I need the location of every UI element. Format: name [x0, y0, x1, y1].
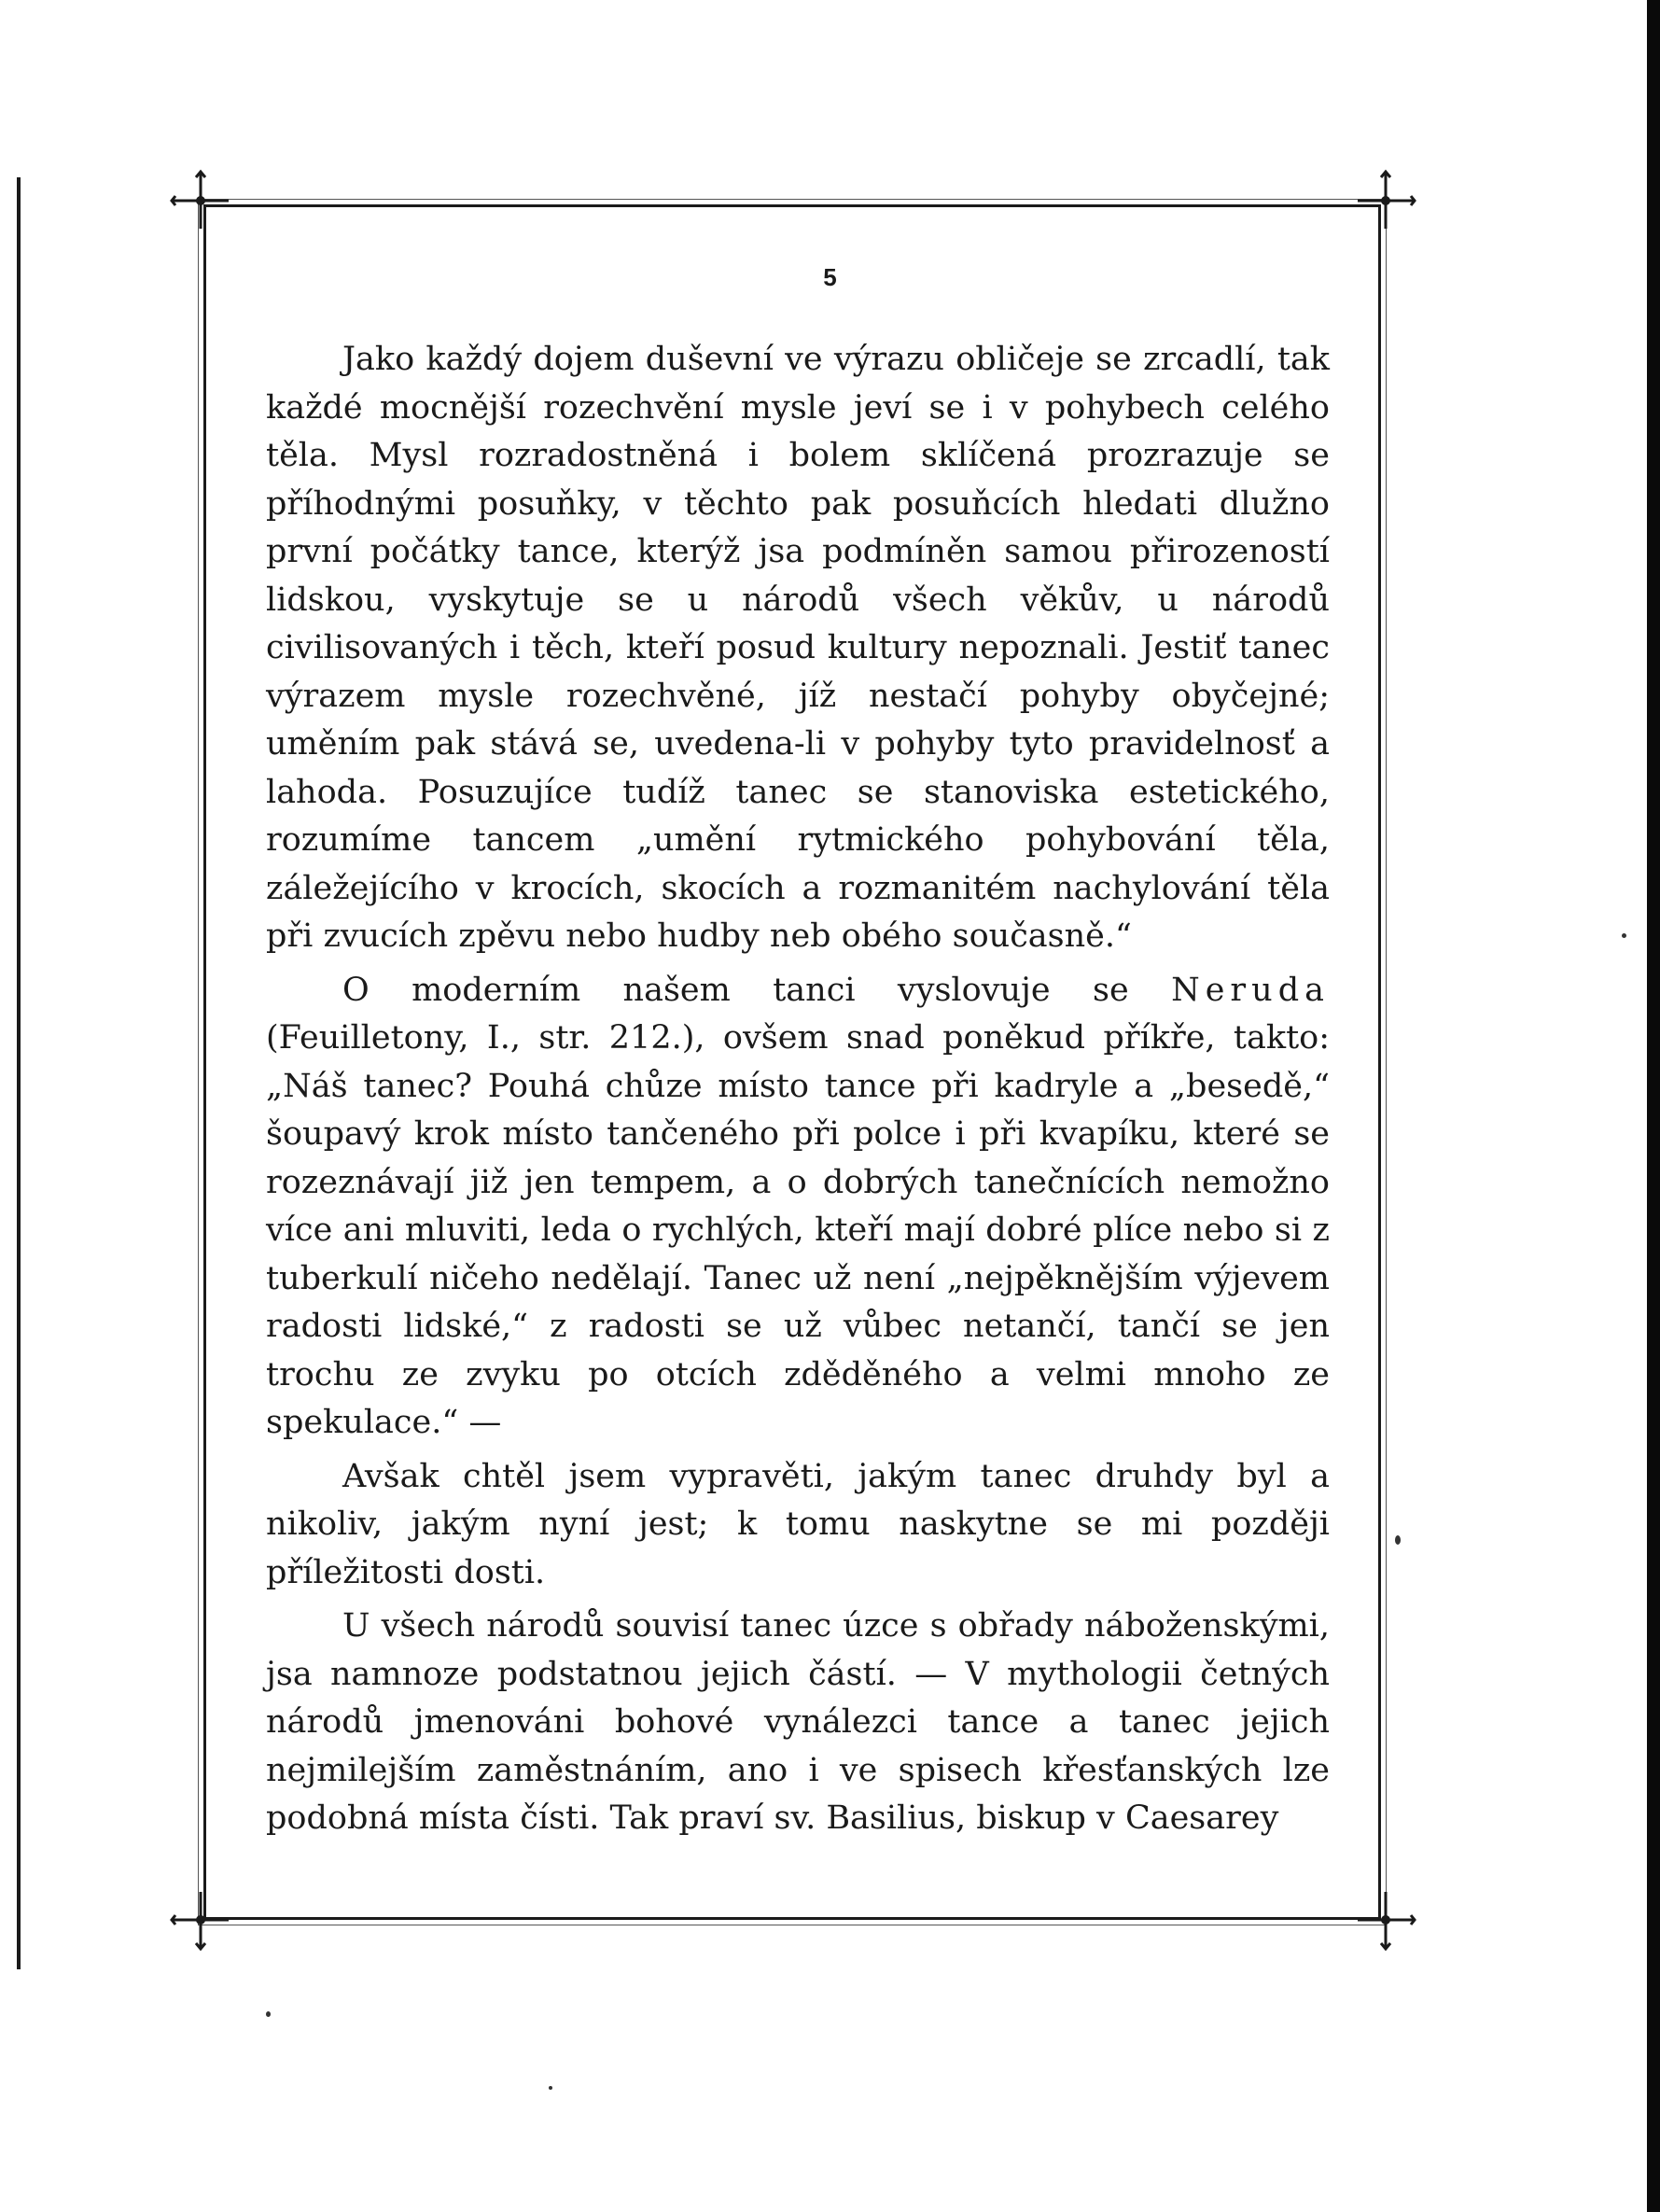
page-number: 5: [823, 263, 837, 291]
paragraph: Jako každý dojem duševní ve výrazu obličeje se zrcadlí, tak každé mocnější rozechvění mysle jeví se i v pohybech celého těla. Mysl rozradostněná i bolem sklíčená prozrazuje se příhodnými posuňky, v těchto pak posuňcích hledati dlužno první počátky tance, kterýž jsa podmíněn samou přirozeností lidskou, vyskytuje se u národů všech věkův, u národů civilisovaných i těch, kteří posud kultury nepoznali. Jestiť tanec výrazem mysle rozechvěné, jíž nestačí pohyby obyčejné; uměním pak stává se, uvedena-li v pohyby tyto pravidelnosť a lahoda. Posuzujíce tudíž tanec se stanoviska estetického, rozumíme tancem „umění rytmického pohybování těla, záležejícího v krocích, skocích a rozmanitém nachylování těla při zvucích zpěvu nebo hudby neb obého současně.“: [266, 341, 1330, 955]
scan-speck: [266, 2011, 271, 2017]
paragraph: U všech národů souvisí tanec úzce s obřady náboženskými, jsa namnoze podstatnou jejich částí. — V mythologii četných národů jmenováni bohové vynálezci tance a tanec jejich nejmilejším zaměstnáním, ano i ve spisech křesťanských lze podobná místa čísti. Tak praví sv. Basilius, biskup v Caesarey: [266, 1607, 1330, 1837]
scan-speck: [1622, 933, 1626, 938]
paragraph-text: O moderním našem tanci vyslovuje se: [342, 971, 1129, 1009]
corner-ornament-top-left: [168, 168, 233, 233]
scan-speck: [549, 2086, 552, 2090]
scan-margin-left: [0, 0, 11, 2212]
scan-speck: [1395, 1535, 1401, 1545]
author-name: Neruda: [1171, 971, 1330, 1009]
body-text: [266, 336, 1330, 1843]
corner-ornament-top-right: [1353, 168, 1418, 233]
paragraph: Avšak chtěl jsem vypravěti, jakým tanec druhdy byl a nikoliv, jakým nyní jest; k tomu naskytne se mi později příležitosti dosti.: [266, 1457, 1330, 1591]
scan-margin-right: [1647, 0, 1660, 2212]
corner-ornament-bottom-left: [168, 1887, 233, 1953]
corner-ornament-bottom-right: [1353, 1887, 1418, 1953]
paragraph: [266, 967, 1330, 1448]
paragraph-text: (Feuilletony, I., str. 212.), ovšem snad poněkud příkře, takto: „Náš tanec? Pouhá chůze místo tance při kadryle a „besedě,“ šoupavý krok místo tančeného při polce i při kvapíku, které se rozeznávají již jen tempem, a o dobrých tanečnících nemožno více ani mluviti, leda o rychlých, kteří mají dobré plíce nebo si z tuberkulí ničeho nedělají. Tanec už není „nejpěknějším výjevem radosti lidské,“ z radosti se už vůbec netančí, tančí se jen trochu ze zvyku po otcích zděděného a velmi mnoho ze spekulace.“ —: [266, 1019, 1330, 1441]
scan-binding-line: [17, 177, 21, 1969]
